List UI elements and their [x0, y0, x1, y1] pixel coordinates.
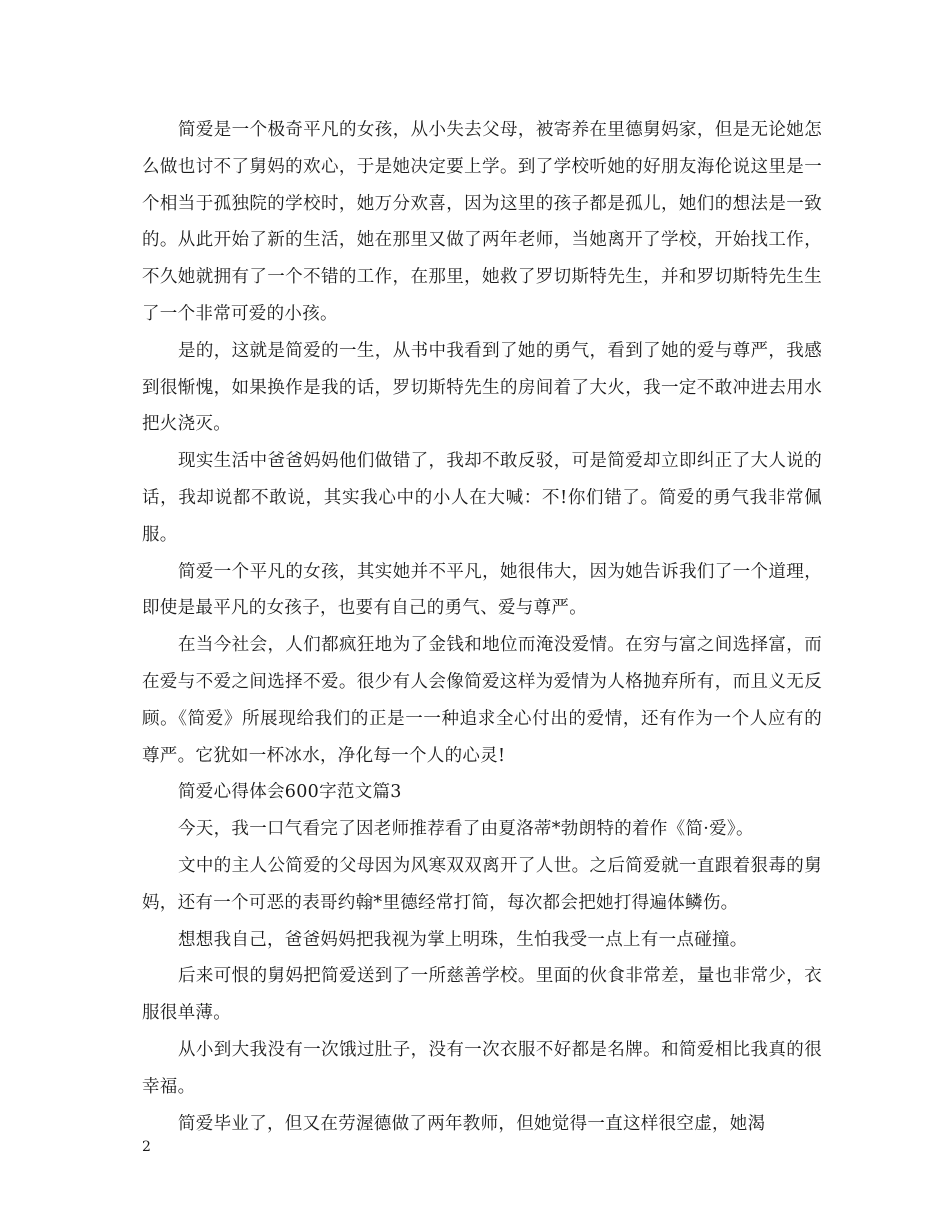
paragraph: 简爱是一个极奇平凡的女孩，从小失去父母，被寄养在里德舅妈家，但是无论她怎么做也讨不了舅妈的欢心，于是她决定要上学。到了学校听她的好朋友海伦说这里是一个相当于孤独院的学校时，她万分欢喜，因为这里的孩子都是孤儿，她们的想法是一致的。从此开始了新的生活，她在那里又做了两年老师，当她离开了学校，开始找工作，不久她就拥有了一个不错的工作，在那里，她救了罗切斯特先生，并和罗切斯特先生生了一个非常可爱的小孩。: [142, 120, 822, 324]
paragraph: 简爱毕业了，但又在劳渥德做了两年教师，但她觉得一直这样很空虚，她渴: [178, 1113, 766, 1134]
paragraph: 现实生活中爸爸妈妈他们做错了，我却不敢反驳，可是简爱却立即纠正了大人说的话，我却说都不敢说，其实我心中的小人在大喊：不!你们错了。简爱的勇气我非常佩服。: [142, 451, 822, 545]
paragraph: 从小到大我没有一次饿过肚子，没有一次衣服不好都是名牌。和简爱相比我真的很幸福。: [142, 1039, 822, 1097]
paragraph: 后来可恨的舅妈把简爱送到了一所慈善学校。里面的伙食非常差，量也非常少，衣服很单薄。: [142, 966, 822, 1024]
document-body: [142, 112, 822, 1142]
section-heading: 简爱心得体会600字范文篇3: [178, 782, 402, 803]
paragraph: 在当今社会，人们都疯狂地为了金钱和地位而淹没爱情。在穷与富之间选择富，而在爱与不爱之间选择不爱。很少有人会像简爱这样为爱情为人格抛弃所有，而且义无反顾。《简爱》所展现给我们的正是一一种追求全心付出的爱情，还有作为一个人应有的尊严。它犹如一杯冰水，净化每一个人的心灵!: [142, 635, 822, 766]
page-number: 2: [142, 1139, 151, 1155]
paragraph: 想想我自己，爸爸妈妈把我视为掌上明珠，生怕我受一点上有一点碰撞。: [178, 929, 748, 950]
paragraph: 简爱一个平凡的女孩，其实她并不平凡，她很伟大，因为她告诉我们了一个道理，即使是最平凡的女孩子，也要有自己的勇气、爱与尊严。: [142, 561, 822, 619]
paragraph: 文中的主人公简爱的父母因为风寒双双离开了人世。之后简爱就一直跟着狠毒的舅妈，还有一个可恶的表哥约翰*里德经常打简，每次都会把她打得遍体鳞伤。: [142, 855, 822, 913]
paragraph: 是的，这就是简爱的一生，从书中我看到了她的勇气，看到了她的爱与尊严，我感到很惭愧，如果换作是我的话，罗切斯特先生的房间着了大火，我一定不敢冲进去用水把火浇灭。: [142, 340, 822, 435]
paragraph: 今天，我一口气看完了因老师推荐看了由夏洛蒂*勃朗特的着作《简·爱》。: [178, 819, 754, 840]
